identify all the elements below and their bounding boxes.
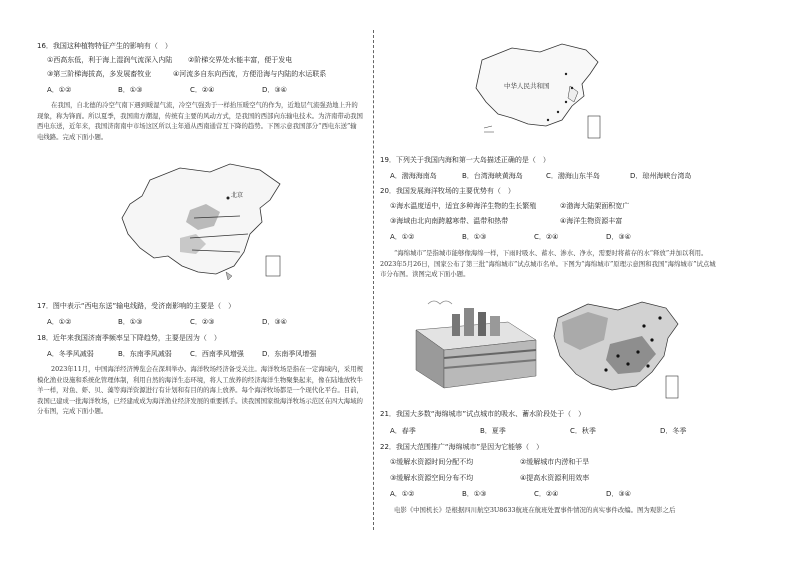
q18-choice-c: C．西南季风增强 [190, 350, 244, 358]
q20-option-2: ②渤海大陆架面积宽广 [560, 202, 630, 210]
q22-option-1: ①缓解水资源时间分配不均 [390, 458, 474, 466]
q16-stem: 16．我国这种植物特征产生的影响有（ ） [37, 42, 172, 50]
q18-choice-a: A．冬季风减弱 [47, 350, 94, 358]
q20-option-3: ③海域由北向南跨越寒带、温带和热带 [390, 217, 509, 225]
q22-choice-b: B．①③ [462, 490, 487, 498]
q16-option-3: ③第三阶梯海拔高，多发展畜牧业 [47, 70, 152, 78]
q20-choice-d: D．③④ [606, 233, 631, 241]
q20-option-1: ①海水温度适中，适宜多种海洋生物的生长繁殖 [390, 202, 537, 210]
q17-choice-b: B．①③ [118, 318, 143, 326]
q16-choice-c: C．②④ [190, 86, 215, 94]
q16-option-2: ②阶梯交界处水能丰富，便于发电 [188, 56, 293, 64]
q20-option-4: ④海洋生物资源丰富 [560, 217, 623, 225]
q19-choice-b: B．台湾海峡黄海岛 [462, 172, 523, 180]
q22-choice-d: D．③④ [606, 490, 631, 498]
q18-stem: 18．近年来我国济南季频率呈下降趋势，主要是因为（ ） [37, 334, 221, 342]
q21-choice-c: C．秋季 [570, 427, 596, 435]
q16-option-4: ④河流多自东向西流，方便沿海与内陆的水运联系 [173, 70, 327, 78]
q22-option-3: ③缓解水资源空间分布不均 [390, 474, 474, 482]
q20-choice-b: B．①③ [462, 233, 487, 241]
q22-option-2: ②缓解城市内涝和干旱 [520, 458, 590, 466]
q20-stem: 20．我国发展海洋牧场的主要优势有（ ） [380, 187, 515, 195]
q22-option-4: ④提高水资源利用效率 [520, 474, 590, 482]
column-divider [373, 30, 374, 530]
q18-choice-d: D．东南季风增强 [262, 350, 317, 358]
q21-choice-b: B．夏季 [480, 427, 506, 435]
china-sea-map [462, 40, 612, 148]
q21-choice-a: A．春季 [390, 427, 416, 435]
q19-choice-a: A．渤海海南岛 [390, 172, 437, 180]
q22-choice-a: A．①② [390, 490, 415, 498]
q17-choice-d: D．③④ [262, 318, 287, 326]
q17-choice-a: A．①② [47, 318, 72, 326]
q22-choice-c: C．②④ [534, 490, 559, 498]
q19-stem: 19．下列关于我国内海和第一大岛描述正确的是（ ） [380, 156, 550, 164]
passage-xidiandongsong: 在我国，自北德的冷空气南下遇到暖湿气流，冷空气强劲于一样抬压暖空气的作为，近地层气流强劲地上升的现象，称为锋面。所以夏季，我国南方潮湿，传统有主要的风动方式，是我国的西部向东输电技术。为济南带动我国西电东送，近年来，我国济南南中市场这区所以主年通从西南通营互下降的趋势。下图示意我国部分“西电东送”输电线路。完成下面小题。 [37, 101, 363, 141]
q20-choice-a: A．①② [390, 233, 415, 241]
q17-choice-c: C．②③ [190, 318, 215, 326]
q17-stem: 17．图中表示“西电东送”输电线路，受济南影响的主要是（ ） [37, 302, 236, 310]
q19-choice-c: C．渤海山东半岛 [546, 172, 600, 180]
q16-choice-a: A．①② [47, 86, 72, 94]
q21-stem: 21．我国大多数“海绵城市”试点城市的吸水、蓄水阶段处于（ ） [380, 410, 586, 418]
passage-ocean-ranch: 2023年11月，中国海洋经济博览会在深圳举办。海洋牧场经济备受关注。海洋牧场是指在一定海域内，采用规模化渔业设施和系统化管理体制，利用自然的海洋生态环境，将人工放养的经济海洋生物聚集起来，像在陆地放牧牛羊一样，对鱼、虾、贝、藻等海洋资源进行有计划和有目的的海上放养。每个海洋牧场都是一个现代化平台。目前，我国已建成一批海洋牧场，已经建成成为海洋渔业经济发展的重要抓手。读我国国家级海洋牧场示范区在四大海域的分布图，完成下面小题。 [37, 365, 363, 415]
q22-stem: 22．我国大范围推广“海绵城市”是因为它能够（ ） [380, 443, 544, 451]
footer-passage: 电影《中国机长》是根据四川航空3U8633航班在航班处置事件情况的真实事件改编。图为观影之后 [394, 506, 676, 514]
q20-choice-c: C．②④ [534, 233, 559, 241]
q16-option-1: ①西高东低，利于海上湿润气流深入内陆 [47, 56, 173, 64]
passage-sponge-city: “海绵城市”是指城市能够像海绵一样，下雨时吸水、蓄水、渗水、净水，需要时将蓄存的水“释放”并加以利用。2023年5月26日，国家公布了第三批“海绵城市”试点城市名单。下图为“海绵城市”原理示意图和我国“海绵城市”试点城市分布图。读图完成下面小题。 [380, 249, 716, 278]
china-map-label: 中华人民共和国 [504, 82, 550, 90]
sponge-city-diagram [398, 296, 542, 398]
q21-choice-d: D．冬季 [660, 427, 687, 435]
power-line-map [110, 160, 300, 292]
beijing-label: 北京 [231, 192, 244, 199]
q16-choice-b: B．①③ [118, 86, 143, 94]
q18-choice-b: B．东南季风减弱 [118, 350, 172, 358]
q19-choice-d: D．琼州海峡台湾岛 [630, 172, 692, 180]
pilot-city-map [548, 296, 686, 404]
q16-choice-d: D．③④ [262, 86, 287, 94]
